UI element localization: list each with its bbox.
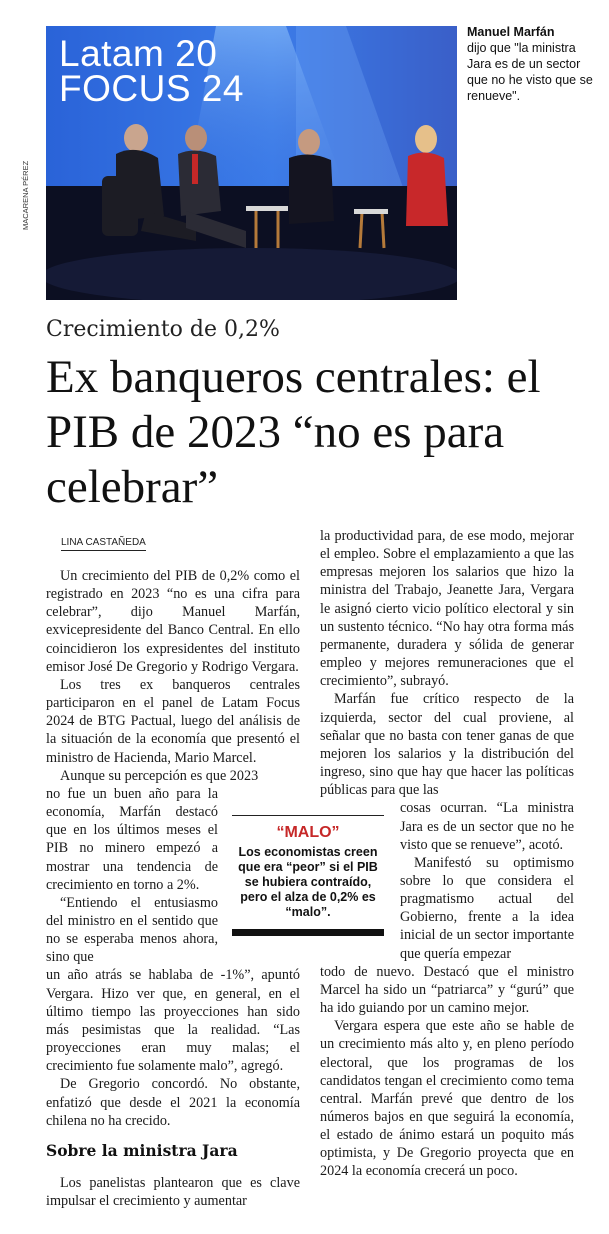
byline: LINA CASTAÑEDA xyxy=(61,537,146,551)
pull-quote xyxy=(232,815,384,936)
article-kicker: Crecimiento de 0,2% xyxy=(46,317,280,342)
paragraph: De Gregorio concordó. No obstante, enfatizó que desde el 2021 la economía chilena no ha crecido. xyxy=(46,1076,300,1129)
caption-name: Manuel Marfán xyxy=(467,25,555,39)
paragraph: todo de nuevo. Destacó que el ministro Marcel ha sido un “patriarca” y “gurú” que ha ido guiando por un camino mejor. xyxy=(320,963,574,1017)
pull-quote-text: Los economistas creen que era “peor” si el PIB se hubiera contraído, pero el alza de 0,2% es “malo”. xyxy=(238,845,378,919)
paragraph: cosas ocurran. “La ministra Jara es de un sector que no he visto que se renueve”, acotó. xyxy=(400,800,574,853)
event-photo xyxy=(46,26,457,300)
photo-caption xyxy=(467,24,597,104)
paragraph: Vergara espera que este año se hable de un crecimiento más alto y, en pleno período electoral, que los programas de los candidatos tengan el crecimiento como tema central. Marfán prevé que dentro de los números bajos en que seguirá la economía, el estado de ánimo estará un poquito más optimista, y De Gregorio proyecta que en 2024 la economía crecerá un poco. xyxy=(320,1018,574,1180)
article-headline: Ex banqueros centrales: el PIB de 2023 “no es para celebrar” xyxy=(46,351,541,513)
paragraph: Marfán fue crítico respecto de la izquierda, sector del cual proviene, al señalar que no basta con tener ganas de que mejoren los salarios y la distribución del ingreso, sino que hay que hacer las políticas públicas para que las xyxy=(320,691,574,799)
paragraph: “Entiendo el entusiasmo del ministro en el sentido que no se esperaba menos ahora, sino que xyxy=(46,894,218,966)
paragraph: Aunque su percepción es que 2023 xyxy=(60,767,259,784)
paragraph: Los panelistas plantearon que es clave impulsar el crecimiento y aumentar xyxy=(46,1175,300,1210)
paragraph: no fue un buen año para la economía, Marfán destacó que en los últimos meses el PIB no minero empezó a mostrar una tendencia de crecimiento en torno a 2%. xyxy=(46,785,218,893)
paragraph: Manifestó su optimismo sobre lo que considera el pragmatismo actual del Gobierno, frente a la idea inicial de un sector importante que quería empezar xyxy=(400,854,574,962)
paragraph: un año atrás se hablaba de -1%”, apuntó Vergara. Hizo ver que, en general, en el último tiempo las proyecciones han sido más pesimistas que la realidad. “Las proyecciones eran muy malas; el crecimiento fue solamente malo”, agregó. xyxy=(46,967,300,1075)
paragraph: la productividad para, de ese modo, mejorar el empleo. Sobre el emplazamiento a que las empresas mejoren los salarios que hizo la ministra del Trabajo, Jeanette Jara, Vergara le asignó cierto vicio político electoral y sin un sustento técnico. “No hay otra forma más permanente, duradera y sólida de generar empleo y mejores remuneraciones que el crecimiento”, subrayó. xyxy=(320,528,574,690)
section-subhead: Sobre la ministra Jara xyxy=(46,1140,238,1160)
paragraph: Los tres ex banqueros centrales participaron en el panel de Latam Focus 2024 de BTG Pactual, luego del análisis de la situación de la economía que presentó el ministro de Hacienda, Mario Marcel. xyxy=(46,676,300,766)
event-logo-text: Latam 20 FOCUS 24 xyxy=(59,33,244,109)
paragraph: Un crecimiento del PIB de 0,2% como el registrado en 2023 “no es una cifra para celebrar”, dijo Manuel Marfán, exvicepresidente del Banco Central. En ello coincidieron los expresidentes del instituto emisor José De Gregorio y Rodrigo Vergara. xyxy=(46,568,300,675)
pull-quote-title: “MALO” xyxy=(276,824,340,841)
photo-credit: MACARENA PÉREZ xyxy=(21,160,30,230)
caption-text: dijo que "la ministra Jara es de un sector que no he visto que se renueve". xyxy=(467,41,593,103)
